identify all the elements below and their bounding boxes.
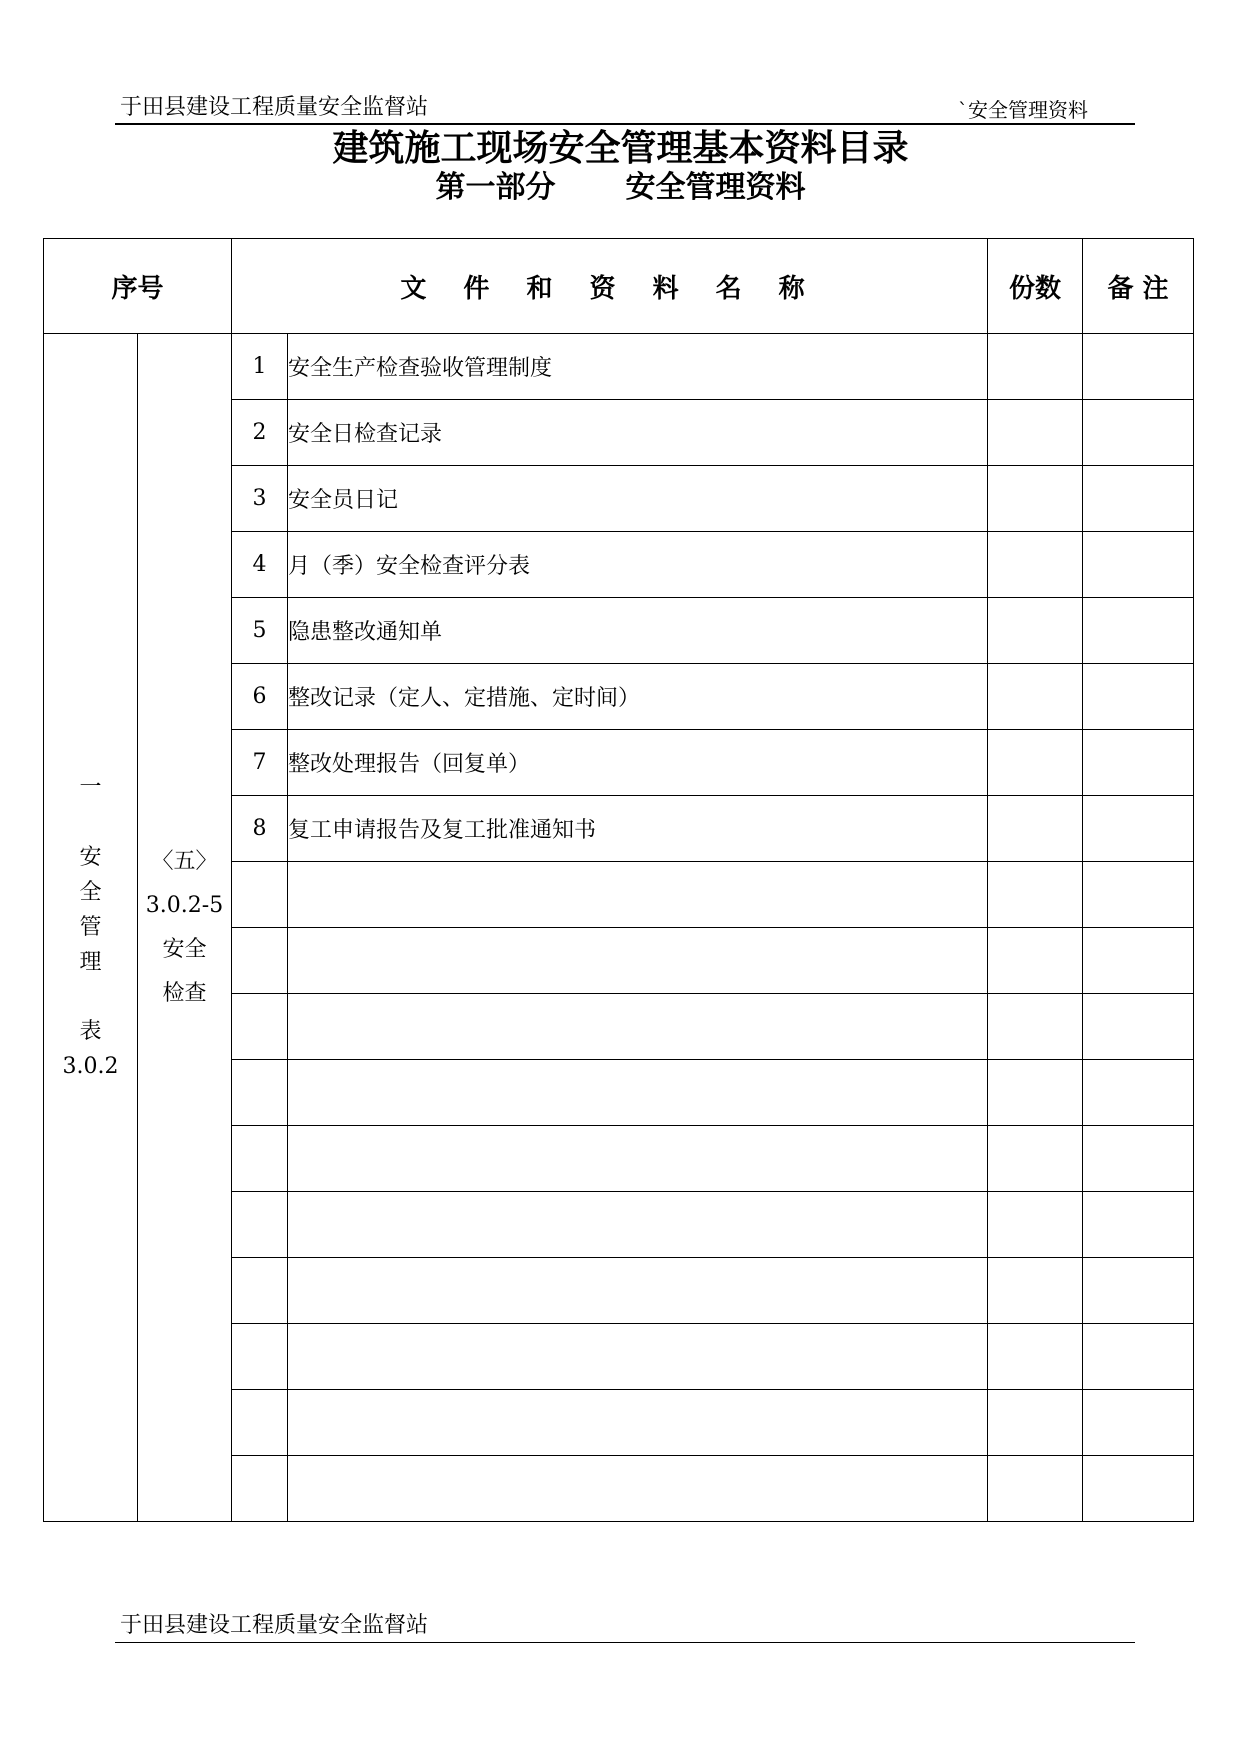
section-category-text: 一	[79, 775, 102, 801]
table-row	[44, 334, 1194, 400]
document-name	[288, 1456, 988, 1522]
table-header-row	[44, 239, 1194, 334]
document-name: 安全员日记	[288, 466, 988, 532]
header-remarks: 备 注	[1083, 239, 1194, 334]
remarks-cell	[1083, 466, 1194, 532]
remarks-cell	[1083, 1060, 1194, 1126]
remarks-cell	[1083, 1324, 1194, 1390]
document-name	[288, 1390, 988, 1456]
row-number	[232, 1192, 288, 1258]
copies-cell	[988, 730, 1083, 796]
document-name	[288, 1126, 988, 1192]
header-seq: 序号	[44, 239, 232, 334]
row-number: 1	[232, 334, 288, 400]
footer-divider	[115, 1642, 1135, 1643]
copies-cell	[988, 466, 1083, 532]
remarks-cell	[1083, 730, 1194, 796]
section-category-cell	[44, 334, 138, 1522]
copies-cell	[988, 1456, 1083, 1522]
copies-cell	[988, 532, 1083, 598]
directory-table	[43, 238, 1194, 1522]
remarks-cell	[1083, 532, 1194, 598]
subtitle-part: 第一部分	[435, 170, 556, 205]
section-category-text: 表	[79, 1019, 102, 1045]
document-name	[288, 1258, 988, 1324]
row-number: 8	[232, 796, 288, 862]
copies-cell	[988, 1126, 1083, 1192]
copies-cell	[988, 334, 1083, 400]
section-category-text: 全	[79, 879, 102, 905]
row-number	[232, 1060, 288, 1126]
header-document-name: 文 件 和 资 料 名 称	[232, 239, 988, 334]
subsection-text: 检查	[162, 980, 207, 1006]
subsection-text: 3.0.2-5	[145, 892, 224, 918]
copies-cell	[988, 1258, 1083, 1324]
copies-cell	[988, 862, 1083, 928]
copies-cell	[988, 796, 1083, 862]
document-name: 安全日检查记录	[288, 400, 988, 466]
document-name: 整改记录（定人、定措施、定时间）	[288, 664, 988, 730]
subsection-cell	[138, 334, 232, 1522]
row-number	[232, 928, 288, 994]
section-category-text: 管	[79, 914, 102, 940]
header-copies: 份数	[988, 239, 1083, 334]
document-name: 复工申请报告及复工批准通知书	[288, 796, 988, 862]
subtitle-name: 安全管理资料	[625, 170, 806, 205]
section-category-text: 理	[79, 950, 102, 976]
row-number	[232, 1258, 288, 1324]
remarks-cell	[1083, 862, 1194, 928]
row-number	[232, 994, 288, 1060]
row-number: 3	[232, 466, 288, 532]
section-category-text: 安	[79, 844, 102, 870]
document-name	[288, 1060, 988, 1126]
subsection-text: 〈五〉	[151, 848, 218, 874]
copies-cell	[988, 994, 1083, 1060]
remarks-cell	[1083, 1258, 1194, 1324]
copies-cell	[988, 1192, 1083, 1258]
document-name	[288, 928, 988, 994]
row-number: 5	[232, 598, 288, 664]
document-name: 隐患整改通知单	[288, 598, 988, 664]
row-number: 6	[232, 664, 288, 730]
copies-cell	[988, 1324, 1083, 1390]
row-number	[232, 1324, 288, 1390]
section-category-text: 3.0.2	[62, 1054, 119, 1080]
remarks-cell	[1083, 1456, 1194, 1522]
remarks-cell	[1083, 994, 1194, 1060]
document-name: 安全生产检查验收管理制度	[288, 334, 988, 400]
copies-cell	[988, 1060, 1083, 1126]
remarks-cell	[1083, 598, 1194, 664]
row-number: 4	[232, 532, 288, 598]
copies-cell	[988, 400, 1083, 466]
document-name	[288, 1324, 988, 1390]
copies-cell	[988, 664, 1083, 730]
document-name: 整改处理报告（回复单）	[288, 730, 988, 796]
remarks-cell	[1083, 400, 1194, 466]
header-organization: 于田县建设工程质量安全监督站	[120, 95, 429, 120]
document-name	[288, 862, 988, 928]
remarks-cell	[1083, 1192, 1194, 1258]
row-number	[232, 1126, 288, 1192]
footer-organization: 于田县建设工程质量安全监督站	[120, 1613, 429, 1638]
row-number	[232, 1390, 288, 1456]
copies-cell	[988, 1390, 1083, 1456]
row-number	[232, 862, 288, 928]
remarks-cell	[1083, 664, 1194, 730]
document-name: 月（季）安全检查评分表	[288, 532, 988, 598]
copies-cell	[988, 598, 1083, 664]
page-subtitle	[0, 162, 1241, 206]
copies-cell	[988, 928, 1083, 994]
header-section-label: `安全管理资料	[958, 98, 1088, 122]
page-title: 建筑施工现场安全管理基本资料目录	[332, 127, 909, 169]
row-number: 2	[232, 400, 288, 466]
remarks-cell	[1083, 1126, 1194, 1192]
remarks-cell	[1083, 334, 1194, 400]
document-name	[288, 994, 988, 1060]
remarks-cell	[1083, 1390, 1194, 1456]
remarks-cell	[1083, 928, 1194, 994]
document-name	[288, 1192, 988, 1258]
row-number	[232, 1456, 288, 1522]
row-number: 7	[232, 730, 288, 796]
subsection-text: 安全	[162, 936, 207, 962]
remarks-cell	[1083, 796, 1194, 862]
